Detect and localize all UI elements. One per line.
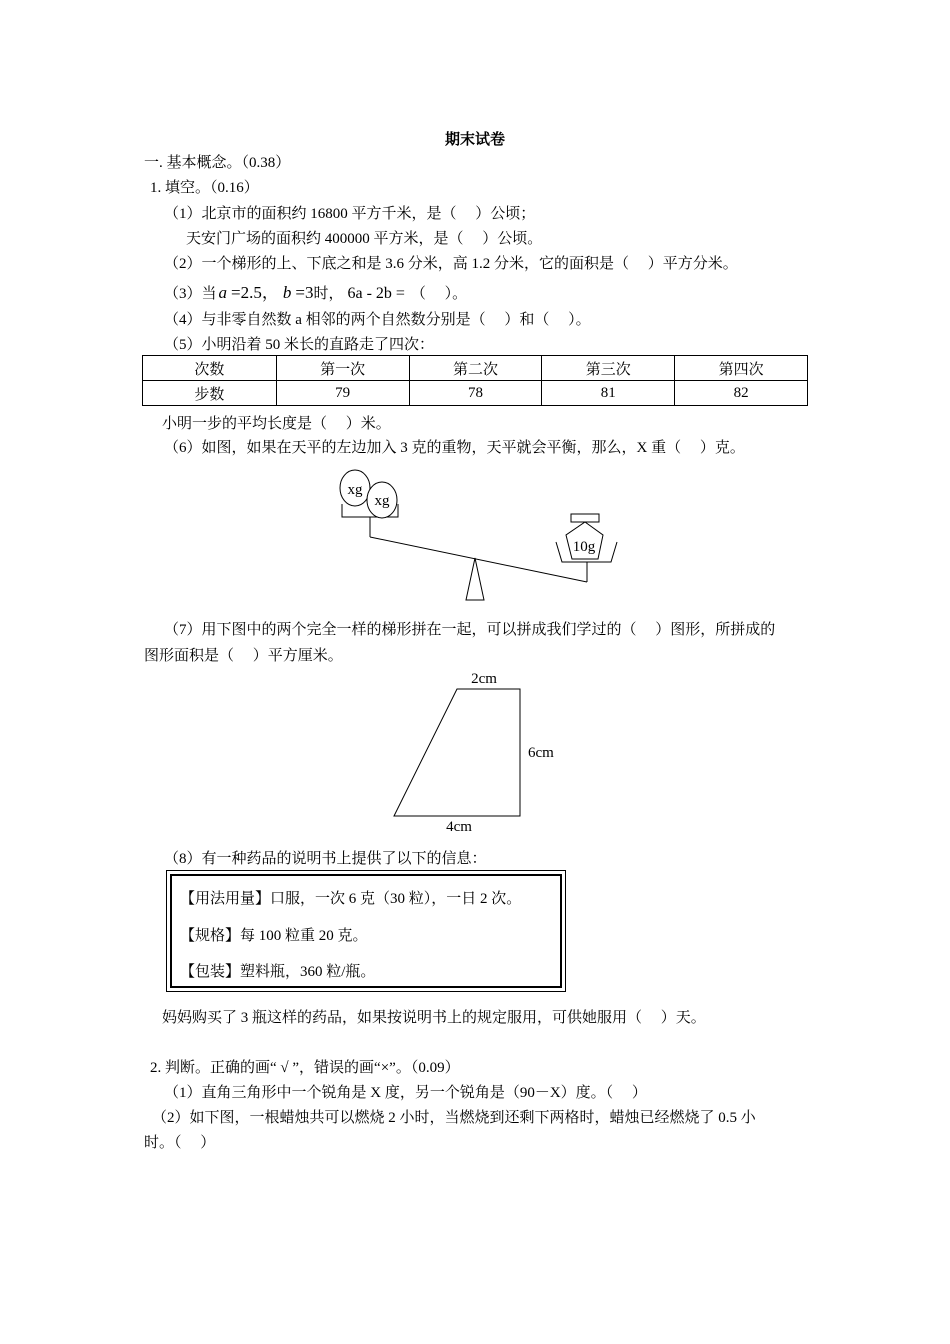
medicine-info-box — [166, 870, 566, 992]
question-item: （5）小明沿着 50 米长的直路走了四次： — [164, 337, 435, 353]
math-expression: 6a - 2b = — [347, 285, 405, 302]
q3-mid: 时， — [313, 286, 344, 302]
table-row — [143, 381, 808, 406]
dimension-label: 2cm — [471, 671, 497, 687]
page-title: 期末试卷 — [444, 132, 505, 148]
table-cell: 步数 — [143, 381, 277, 406]
question-item: 图形面积是（ ）平方厘米。 — [144, 648, 343, 664]
weight-label: 10g — [572, 539, 596, 555]
q3-prefix: （3）当 — [164, 286, 217, 302]
question-item: 小明一步的平均长度是（ ）米。 — [162, 416, 391, 432]
question-item: 天安门广场的面积约 400000 平方米，是（ ）公顷。 — [186, 231, 543, 247]
dimension-label: 4cm — [446, 819, 472, 835]
math-var-a: a — [218, 283, 228, 302]
table-cell: 78 — [409, 381, 542, 406]
table-cell: 第一次 — [276, 356, 409, 381]
table-cell: 第三次 — [542, 356, 675, 381]
trapezoid-shape — [394, 689, 520, 816]
question-item: （2）如下图，一根蜡烛共可以燃烧 2 小时，当燃烧到还剩下两格时，蜡烛已经燃烧了 0.5 小 — [152, 1110, 756, 1126]
info-line: 【包装】塑料瓶，360 粒/瓶。 — [180, 964, 376, 980]
question-item: （1）北京市的面积约 16800 平方千米，是（ ）公顷； — [164, 206, 536, 222]
question-item: （7）用下图中的两个完全一样的梯形拼在一起，可以拼成我们学过的（ ）图形，所拼成的 — [164, 622, 776, 638]
weight-handle — [571, 514, 599, 522]
math-value-a: =2.5， — [231, 283, 279, 302]
trapezoid-diagram — [380, 665, 580, 840]
weight-label: xg — [374, 493, 390, 509]
table-cell: 81 — [542, 381, 675, 406]
question-item: （4）与非零自然数 a 相邻的两个自然数分别是（ ）和（ ）。 — [164, 312, 591, 328]
table-cell: 79 — [276, 381, 409, 406]
question-heading: 2. 判断。正确的画“ √ ”，错误的画“×”。（0.09） — [150, 1060, 460, 1076]
section-heading: 一. 基本概念。（0.38） — [144, 155, 291, 171]
question-item: （6）如图，如果在天平的左边加入 3 克的重物，天平就会平衡，那么，X 重（ ）克。 — [164, 440, 745, 456]
math-value-b: =3 — [295, 283, 314, 302]
question-item: （2）一个梯形的上、下底之和是 3.6 分米，高 1.2 分米，它的面积是（ ）平方分米。 — [164, 256, 738, 272]
question-item: 妈妈购买了 3 瓶这样的药品，如果按说明书上的规定服用，可供她服用（ ）天。 — [162, 1010, 706, 1026]
table-cell: 第二次 — [409, 356, 542, 381]
q3-suffix: （ ）。 — [410, 286, 468, 302]
steps-table — [142, 355, 808, 406]
question-item-3 — [164, 283, 467, 304]
weight-label: xg — [347, 482, 363, 498]
dimension-label: 6cm — [528, 745, 554, 761]
table-cell: 第四次 — [675, 356, 808, 381]
table-cell: 次数 — [143, 356, 277, 381]
question-item: （8）有一种药品的说明书上提供了以下的信息： — [164, 851, 487, 867]
question-item: 时。（ ） — [144, 1135, 216, 1151]
info-line: 【规格】每 100 粒重 20 克。 — [180, 928, 368, 944]
info-line: 【用法用量】口服，一次 6 克（30 粒），一日 2 次。 — [180, 891, 522, 907]
question-item: （1）直角三角形中一个锐角是 X 度，另一个锐角是（90－X）度。（ ） — [164, 1085, 647, 1101]
question-heading: 1. 填空。（0.16） — [150, 180, 259, 196]
table-header-row — [143, 356, 808, 381]
balance-diagram — [320, 460, 640, 605]
math-var-b: b — [282, 283, 292, 302]
table-cell: 82 — [675, 381, 808, 406]
